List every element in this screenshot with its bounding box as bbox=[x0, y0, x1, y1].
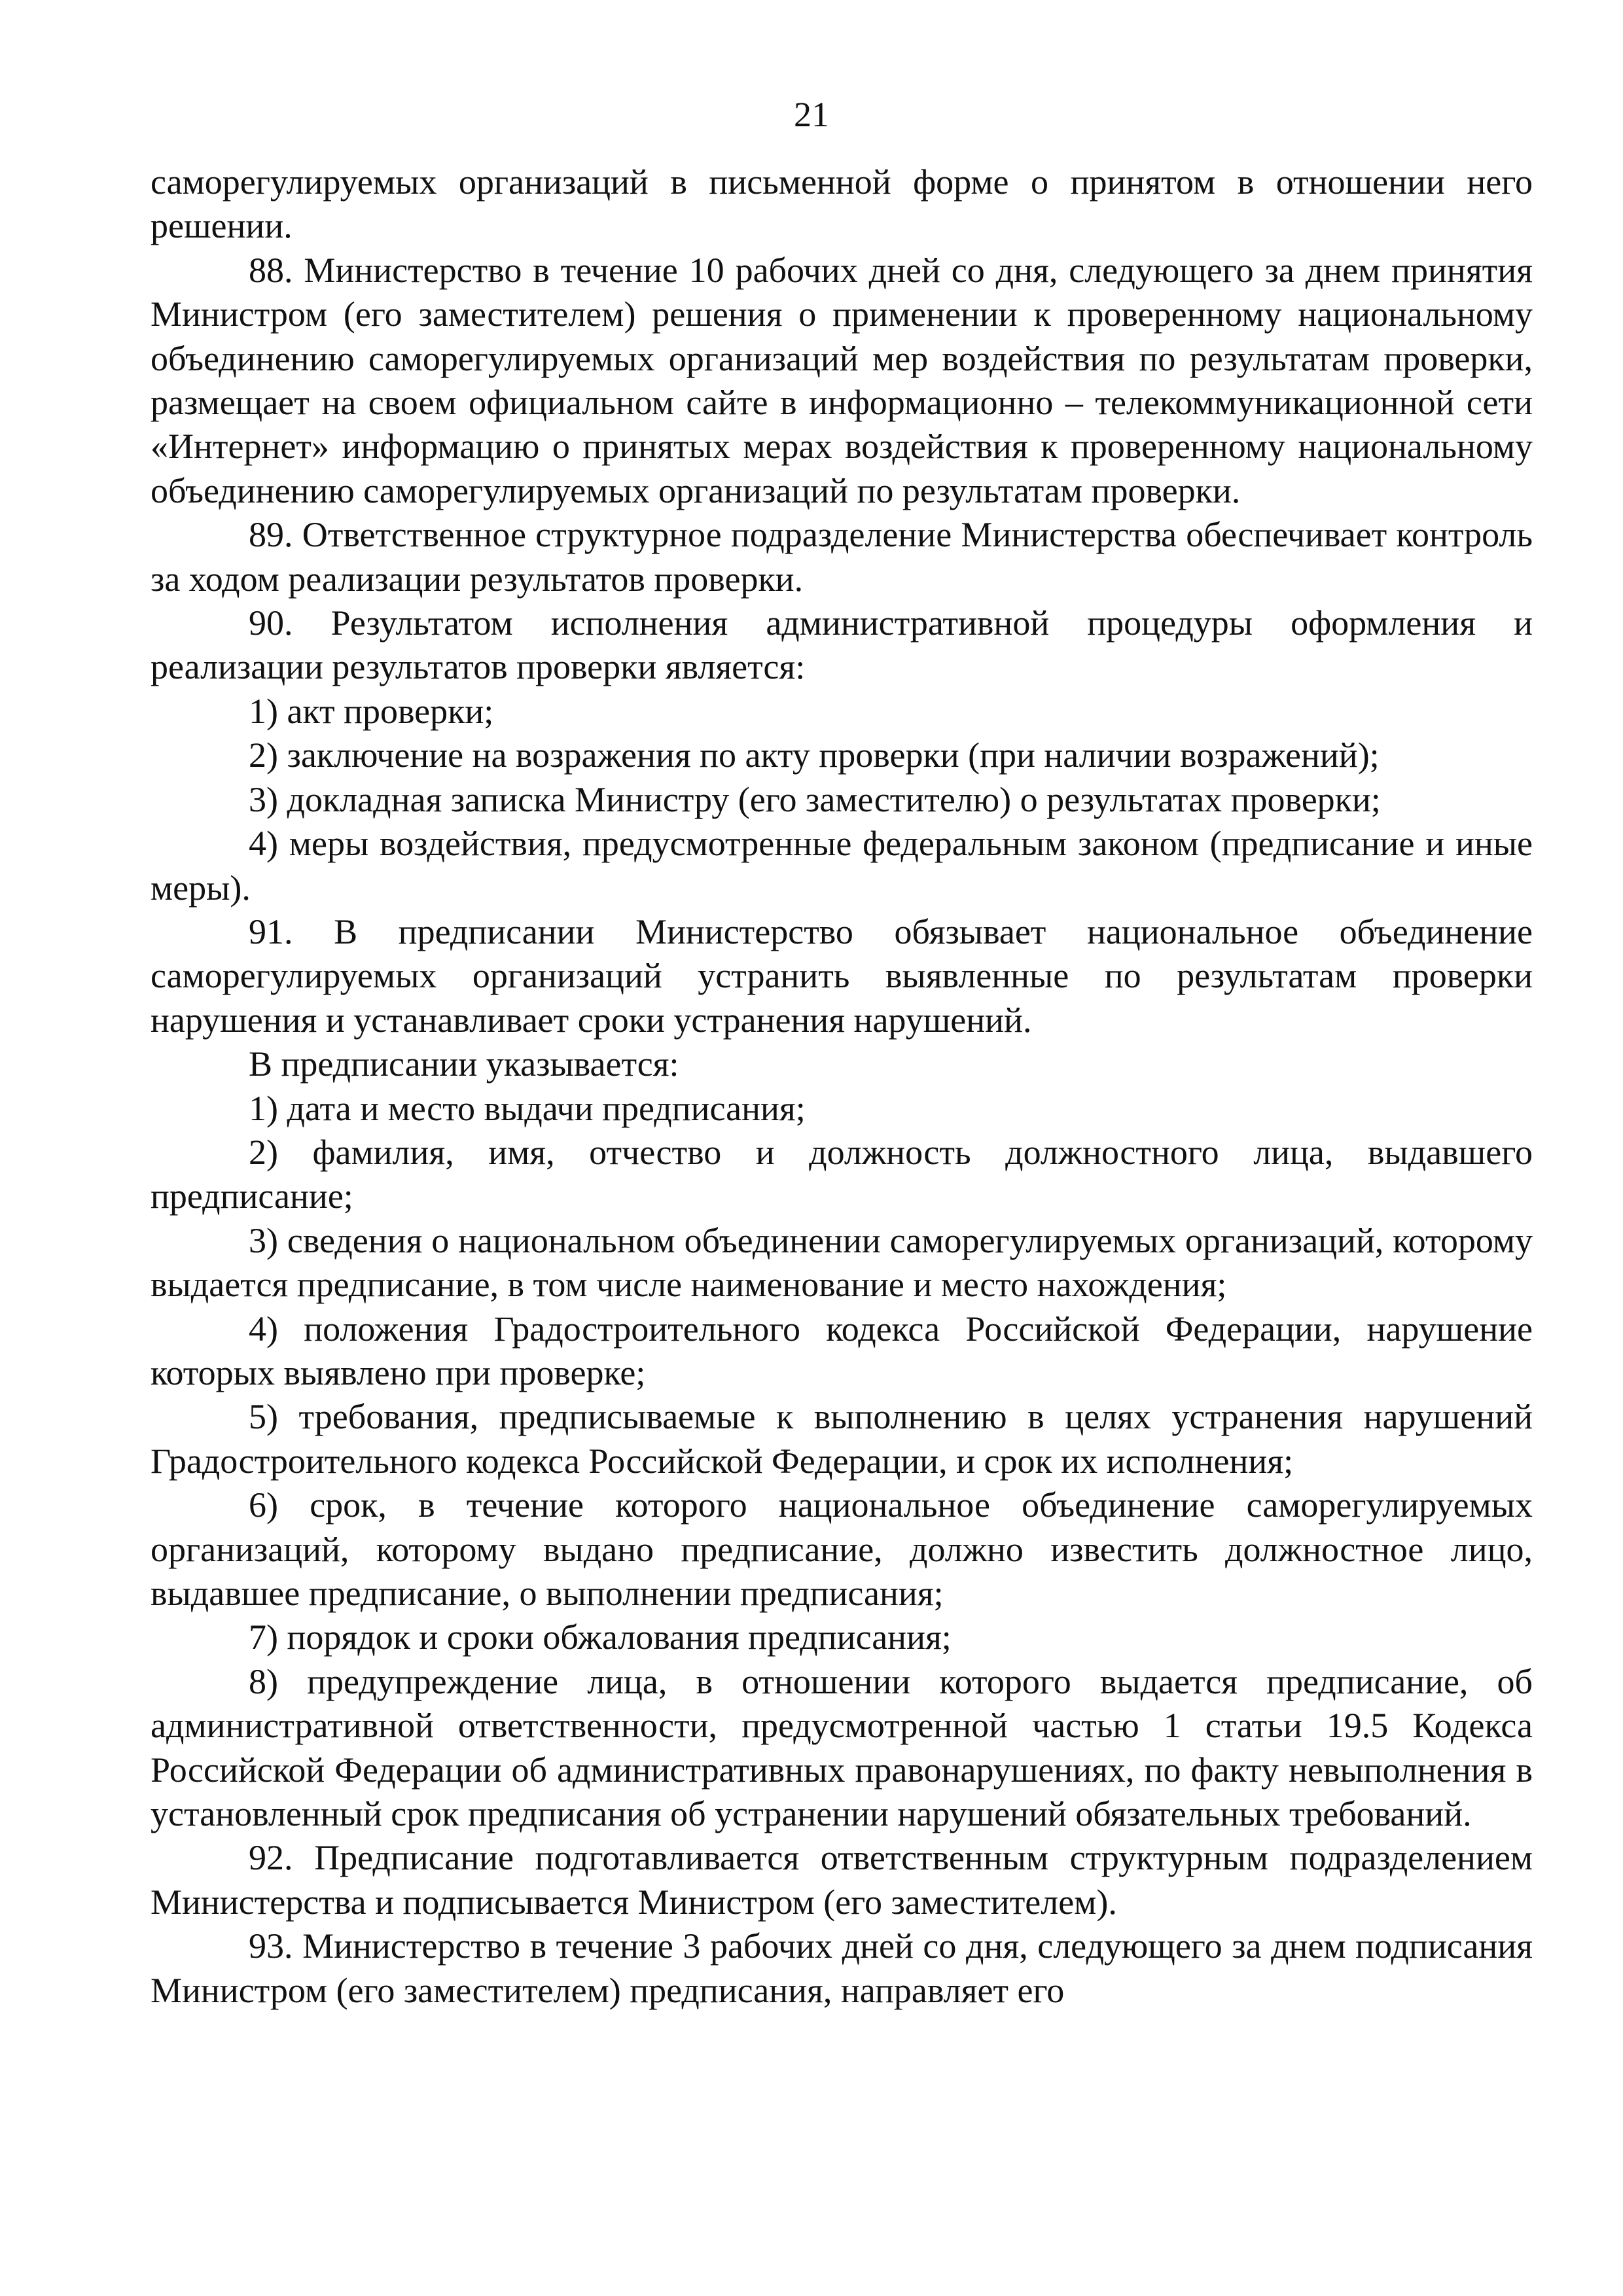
list-item-91-6: 6) срок, в течение которого национальное объединение саморегулируемых организаций, которому выдано предписание, должно известить должностное лицо, выдавшее предписание, о выполнении предписания; bbox=[151, 1485, 1533, 1613]
list-item-91-7: 7) порядок и сроки обжалования предписания; bbox=[249, 1617, 952, 1657]
list-item-91-8: 8) предупреждение лица, в отношении которого выдается предписание, об административной ответственности, предусмотренной частью 1 статьи 19.5 Кодекса Российской Федерации об административных правонарушениях, по факту невыполнения в установленный срок предписания об устранении нарушений обязательных требований. bbox=[151, 1661, 1533, 1834]
paragraph-90: 90. Результатом исполнения административной процедуры оформления и реализации результатов проверки является: bbox=[151, 603, 1533, 687]
list-item-91-5: 5) требования, предписываемые к выполнению в целях устранения нарушений Градостроительного кодекса Российской Федерации, и срок их исполнения; bbox=[151, 1397, 1533, 1481]
list-item-90-2: 2) заключение на возражения по акту проверки (при наличии возражений); bbox=[249, 735, 1380, 775]
list-item-90-4: 4) меры воздействия, предусмотренные федеральным законом (предписание и иные меры). bbox=[151, 824, 1533, 908]
paragraph-92: 92. Предписание подготавливается ответственным структурным подразделением Министерства и подписывается Министром (его заместителем). bbox=[151, 1838, 1533, 1922]
list-item-91-2: 2) фамилия, имя, отчество и должность должностного лица, выдавшего предписание; bbox=[151, 1132, 1533, 1216]
paragraph-continuation: саморегулируемых организаций в письменной форме о принятом в отношении него решении. bbox=[151, 162, 1533, 246]
paragraph-91-intro: В предписании указывается: bbox=[249, 1044, 679, 1084]
paragraph-91: 91. В предписании Министерство обязывает национальное объединение саморегулируемых организаций устранить выявленные по результатам проверки нарушения и устанавливает сроки устранения нарушений. bbox=[151, 911, 1533, 1040]
list-item-90-3: 3) докладная записка Министру (его заместителю) о результатах проверки; bbox=[249, 779, 1381, 819]
list-item-91-4: 4) положения Градостроительного кодекса Российской Федерации, нарушение которых выявлено при проверке; bbox=[151, 1309, 1533, 1392]
list-item-91-1: 1) дата и место выдачи предписания; bbox=[249, 1088, 806, 1128]
list-item-91-3: 3) сведения о национальном объединении саморегулируемых организаций, которому выдается предписание, в том числе наименование и место нахождения; bbox=[151, 1220, 1533, 1305]
paragraph-89: 89. Ответственное структурное подразделение Министерства обеспечивает контроль за ходом реализации результатов проверки. bbox=[151, 515, 1533, 599]
page-number: 21 bbox=[794, 95, 829, 134]
paragraph-93: 93. Министерство в течение 3 рабочих дней со дня, следующего за днем подписания Министром (его заместителем) предписания, направляет его bbox=[151, 1926, 1533, 2010]
list-item-90-1: 1) акт проверки; bbox=[249, 691, 494, 731]
paragraph-88: 88. Министерство в течение 10 рабочих дней со дня, следующего за днем принятия Министром (его заместителем) решения о применении к проверенному национальному объединению саморегулируемых организаций мер воздействия по результатам проверки, размещает на своем официальном сайте в информационно – телекоммуникационной сети «Интернет» информацию о принятых мерах воздействия к проверенному национальному объединению саморегулируемых организаций по результатам проверки. bbox=[151, 250, 1533, 510]
document-body bbox=[151, 160, 1533, 2013]
